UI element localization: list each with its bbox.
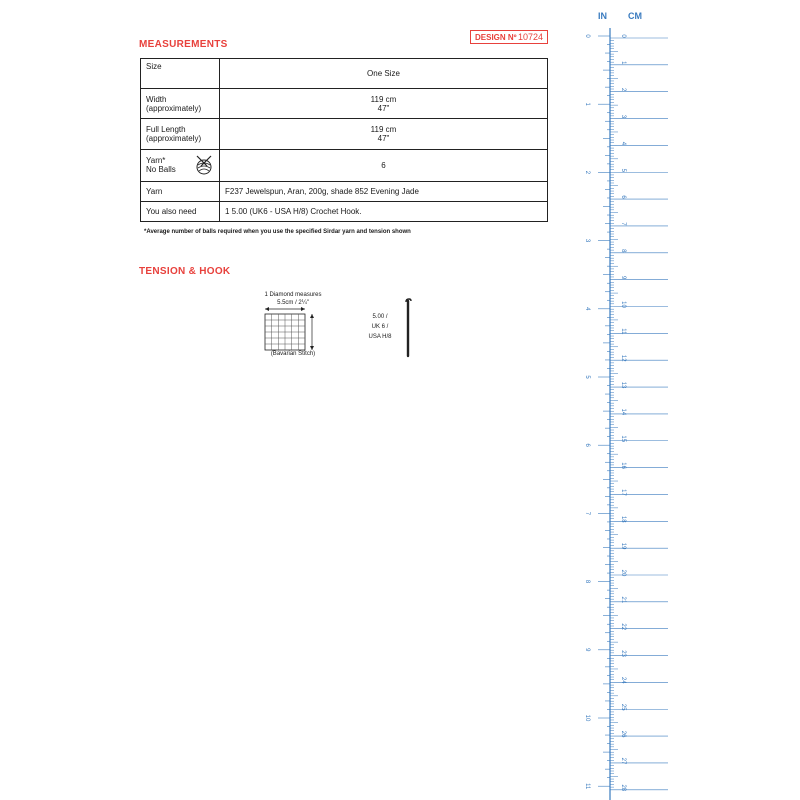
design-number-box <box>470 30 548 44</box>
cm-tick-label: 2 <box>620 88 626 92</box>
cm-tick-label: 17 <box>620 489 626 496</box>
inch-tick-label: 10 <box>584 714 590 722</box>
cm-tick-label: 0 <box>620 34 626 38</box>
table-row <box>141 149 548 181</box>
table-row <box>141 89 548 119</box>
length-label-cell <box>141 119 220 149</box>
width-cm: 119 cm <box>370 94 397 104</box>
tension-heading: TENSION & HOOK <box>139 266 231 277</box>
table-row <box>141 181 548 201</box>
cm-tick-label: 27 <box>620 757 626 765</box>
cm-tick-label: 15 <box>620 435 626 443</box>
cm-tick-label: 9 <box>620 275 626 280</box>
inch-tick-label: 6 <box>584 443 590 447</box>
length-sub: (approximately) <box>146 133 202 143</box>
size-value: One Size <box>220 59 548 89</box>
width-value-cell <box>220 89 548 119</box>
cm-tick-label: 18 <box>620 515 626 523</box>
width-label-cell <box>141 89 220 119</box>
inch-tick-label: 7 <box>584 511 590 516</box>
cm-tick-label: 12 <box>620 354 626 362</box>
cm-tick-label: 13 <box>620 381 626 389</box>
crochet-hook-icon <box>402 298 414 358</box>
yarn-label: Yarn* <box>146 156 166 166</box>
design-number: 10724 <box>517 32 543 42</box>
ruler-in-label: IN <box>598 11 607 21</box>
cm-tick-label: 1 <box>620 61 626 65</box>
ruler-cm-label: CM <box>628 11 642 21</box>
table-row <box>141 201 548 221</box>
need-value: 1 5.00 (UK6 - USA H/8) Crochet Hook. <box>220 201 548 221</box>
hook-size-1: 5.00 / <box>372 314 388 320</box>
length-label: Full Length <box>146 124 186 134</box>
cm-tick-label: 25 <box>620 703 626 711</box>
cm-tick-label: 19 <box>620 542 626 550</box>
cm-tick-label: 14 <box>620 408 626 416</box>
cm-tick-label: 22 <box>620 623 626 631</box>
inch-tick-label: 8 <box>584 579 590 584</box>
cm-tick-label: 28 <box>620 784 626 792</box>
measurements-table <box>140 58 548 222</box>
tension-swatch-icon <box>259 306 329 356</box>
cm-tick-label: 16 <box>620 462 626 469</box>
hook-size-2: UK 6 / <box>371 324 389 330</box>
length-cm: 119 cm <box>370 124 397 134</box>
cm-tick-label: 24 <box>620 677 626 684</box>
hook-size-3: USA H/8 <box>368 334 392 340</box>
need-label: You also need <box>141 201 220 221</box>
cm-tick-label: 21 <box>620 596 626 604</box>
cm-tick-label: 3 <box>620 114 626 119</box>
yarn-ball-icon <box>193 154 215 176</box>
cm-tick-label: 10 <box>620 301 626 308</box>
diamond-size: 5.5cm / 2¼" <box>277 300 309 306</box>
inch-tick-label: 11 <box>584 783 590 790</box>
yarn-row-label: Yarn <box>141 181 220 201</box>
cm-tick-label: 23 <box>620 650 626 657</box>
yarn-row-value: F237 Jewelspun, Aran, 200g, shade 852 Evening Jade <box>220 181 548 201</box>
balls-label: No Balls <box>146 165 176 175</box>
footnote: *Average number of balls required when you use the specified Sirdar yarn and tension shown <box>144 229 411 235</box>
diamond-label: 1 Diamond measures <box>264 292 322 298</box>
cm-tick-label: 8 <box>620 249 626 253</box>
size-label: Size <box>141 59 220 89</box>
table-row <box>141 119 548 149</box>
cm-tick-label: 4 <box>620 141 626 146</box>
inch-tick-label: 9 <box>584 648 590 652</box>
cm-tick-label: 11 <box>620 328 626 335</box>
length-in: 47" <box>377 133 390 143</box>
measuring-ruler <box>570 0 670 800</box>
length-value-cell <box>220 119 548 149</box>
inch-tick-label: 2 <box>584 170 590 175</box>
stitch-label: (Bavarian Stitch) <box>270 351 316 357</box>
cm-tick-label: 5 <box>620 168 626 172</box>
width-label: Width <box>146 94 167 104</box>
measurements-heading: MEASUREMENTS <box>139 39 228 50</box>
table-row <box>141 59 548 89</box>
design-label: DESIGN Nº <box>475 32 517 42</box>
inch-tick-label: 0 <box>584 34 590 38</box>
inch-tick-label: 3 <box>584 238 590 243</box>
width-sub: (approximately) <box>146 103 202 113</box>
cm-tick-label: 6 <box>620 195 626 199</box>
width-in: 47" <box>377 103 390 113</box>
balls-value: 6 <box>220 149 548 181</box>
cm-tick-label: 26 <box>620 730 626 738</box>
cm-tick-label: 20 <box>620 569 626 577</box>
yarn-balls-label-cell <box>141 149 220 181</box>
inch-tick-label: 4 <box>584 307 590 311</box>
inch-tick-label: 5 <box>584 375 590 379</box>
cm-tick-label: 7 <box>620 222 626 226</box>
inch-tick-label: 1 <box>584 102 590 106</box>
